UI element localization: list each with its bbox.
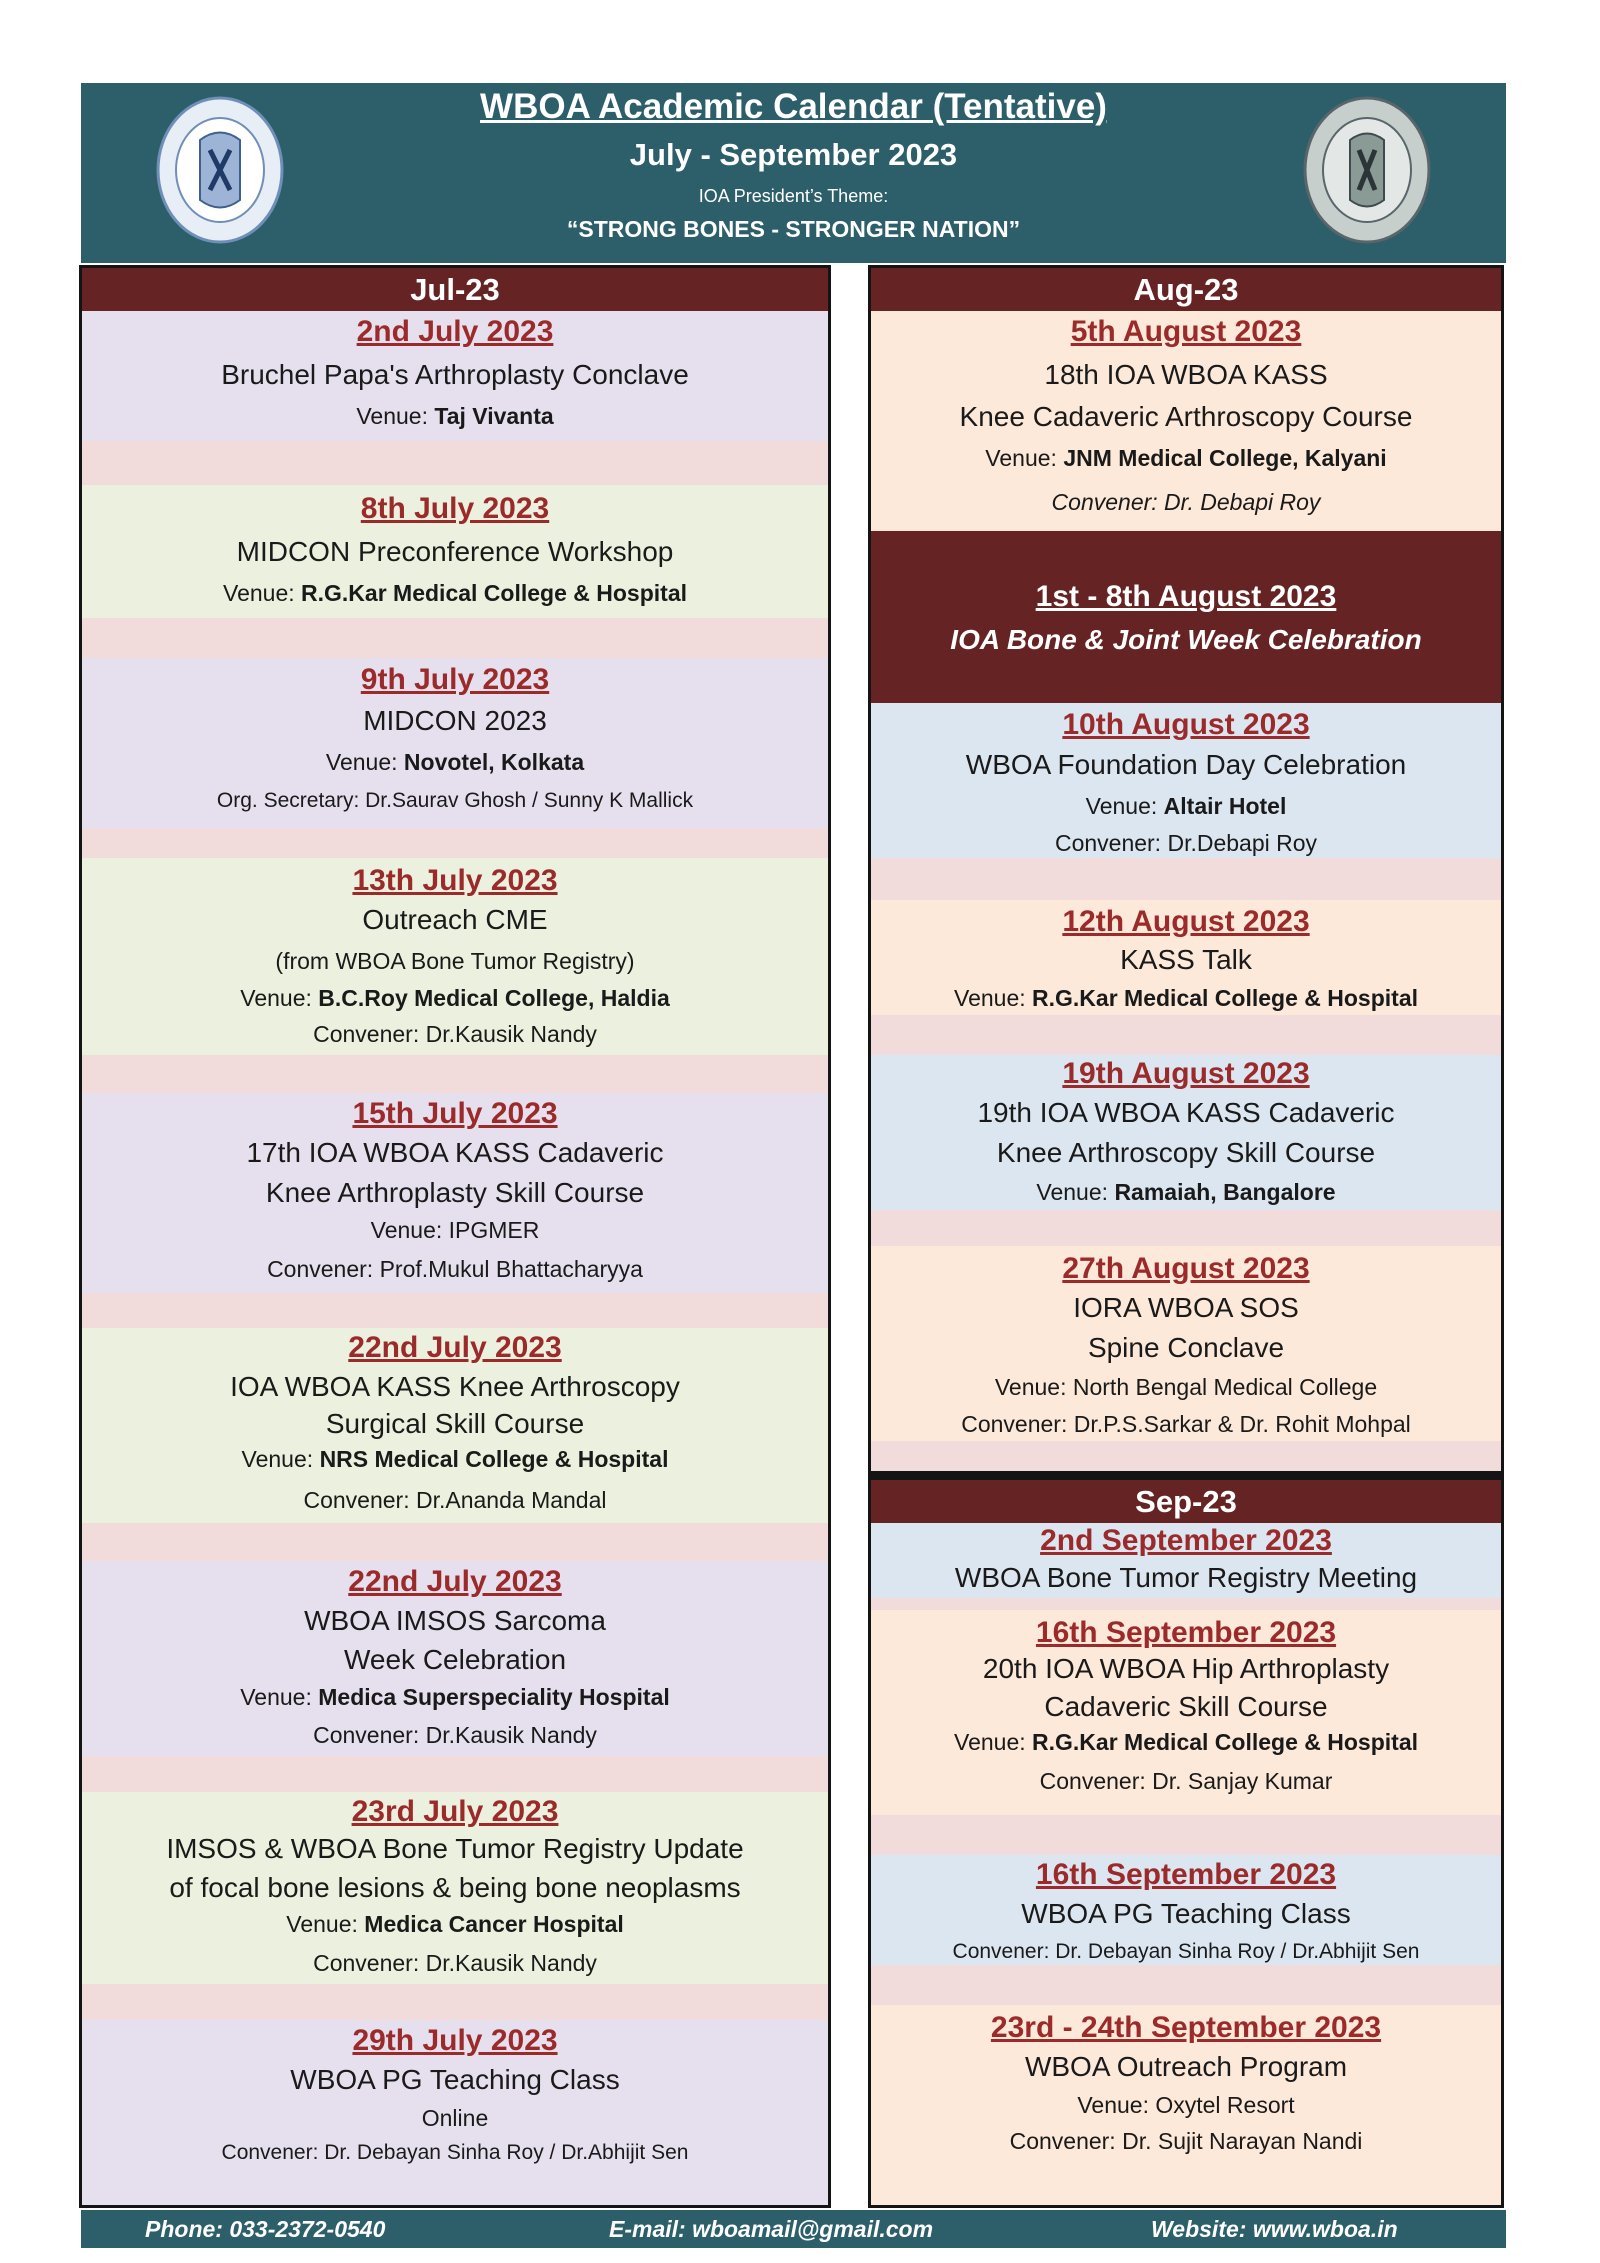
event-convener: Convener: Dr. Sujit Narayan Nandi <box>1009 2128 1363 2154</box>
event-title: WBOA PG Teaching Class <box>290 2064 620 2095</box>
event-date: 22nd July 2023 <box>348 1331 562 1364</box>
event-title: 20th IOA WBOA Hip Arthroplasty <box>982 1653 1390 1684</box>
event-title: IORA WBOA SOS <box>1073 1292 1299 1323</box>
event-title: KASS Talk <box>1120 944 1252 975</box>
event-date: 15th July 2023 <box>352 1097 558 1130</box>
event-date: 16th September 2023 <box>1035 1858 1337 1891</box>
event-title: MIDCON 2023 <box>363 705 547 736</box>
theme-label: IOA President’s Theme: <box>698 186 889 206</box>
event-date: 23rd July 2023 <box>351 1795 559 1828</box>
event-title: 19th IOA WBOA KASS Cadaveric <box>977 1097 1395 1128</box>
theme-text: “STRONG BONES - STRONGER NATION” <box>566 216 1021 242</box>
event-title: IOA Bone & Joint Week Celebration <box>950 624 1422 655</box>
event-note: (from WBOA Bone Tumor Registry) <box>275 948 635 974</box>
event-title-line2: Knee Arthroscopy Skill Course <box>996 1137 1376 1168</box>
event-convener: Convener: Dr.Ananda Mandal <box>303 1487 607 1513</box>
event-venue: Venue: Novotel, Kolkata <box>325 749 585 775</box>
event-date: 2nd July 2023 <box>356 315 554 348</box>
event-convener: Convener: Dr.Kausik Nandy <box>313 1021 597 1047</box>
event-date: 29th July 2023 <box>352 2024 558 2057</box>
event-venue: Venue: Medica Cancer Hospital <box>286 1911 624 1937</box>
event-title-line2: Knee Arthroplasty Skill Course <box>265 1177 645 1208</box>
event-convener: Convener: Dr. Debapi Roy <box>1051 489 1321 515</box>
event-title: IMSOS & WBOA Bone Tumor Registry Update <box>166 1833 744 1864</box>
event-date: 8th July 2023 <box>360 492 550 525</box>
event-venue: Venue: B.C.Roy Medical College, Haldia <box>240 985 670 1011</box>
event-convener: Convener: Dr.Kausik Nandy <box>313 1950 597 1976</box>
event-title: WBOA Bone Tumor Registry Meeting <box>954 1562 1418 1593</box>
event-venue: Venue: Medica Superspeciality Hospital <box>240 1684 670 1710</box>
event-date: 19th August 2023 <box>1062 1057 1310 1090</box>
event-title-line2: Surgical Skill Course <box>325 1408 585 1439</box>
event-org-secretary: Org. Secretary: Dr.Saurav Ghosh / Sunny K Mallick <box>216 789 694 812</box>
month-header-aug: Aug-23 <box>871 268 1501 311</box>
event-convener: Convener: Dr.Debapi Roy <box>1054 830 1318 856</box>
event-date: 13th July 2023 <box>352 864 558 897</box>
event-title: 17th IOA WBOA KASS Cadaveric <box>246 1137 664 1168</box>
event-date: 22nd July 2023 <box>348 1565 562 1598</box>
event-title: Bruchel Papa's Arthroplasty Conclave <box>221 359 689 390</box>
event-title: MIDCON Preconference Workshop <box>236 536 674 567</box>
event-date: 12th August 2023 <box>1062 905 1310 938</box>
event-date: 23rd - 24th September 2023 <box>990 2011 1382 2044</box>
page-title: WBOA Academic Calendar (Tentative) <box>480 87 1107 126</box>
event-title-line2: of focal bone lesions & being bone neoplasms <box>169 1872 741 1903</box>
month-header-jul: Jul-23 <box>82 268 828 311</box>
event-venue: Venue: R.G.Kar Medical College & Hospital <box>954 985 1418 1011</box>
event-venue: Venue: NRS Medical College & Hospital <box>241 1446 669 1472</box>
event-title: WBOA Outreach Program <box>1024 2051 1348 2082</box>
event-title: WBOA Foundation Day Celebration <box>965 749 1407 780</box>
event-title: WBOA IMSOS Sarcoma <box>304 1605 606 1636</box>
event-date: 5th August 2023 <box>1070 315 1302 348</box>
month-header-sep: Sep-23 <box>871 1480 1501 1523</box>
event-title-line2: Week Celebration <box>343 1644 567 1675</box>
july-column <box>79 265 831 2208</box>
footer-phone: Phone: 033-2372-0540 <box>145 2216 386 2242</box>
footer-website[interactable]: Website: www.wboa.in <box>1151 2216 1398 2242</box>
event-convener: Convener: Dr. Sanjay Kumar <box>1039 1768 1333 1794</box>
event-note: Online <box>421 2105 489 2131</box>
event-title: IOA WBOA KASS Knee Arthroscopy <box>230 1371 680 1402</box>
event-convener: Convener: Dr.P.S.Sarkar & Dr. Rohit Mohpal <box>961 1411 1411 1437</box>
header-banner <box>81 83 1506 263</box>
event-venue: Venue: Oxytel Resort <box>1077 2092 1295 2118</box>
event-convener: Convener: Dr. Debayan Sinha Roy / Dr.Abhijit Sen <box>952 1940 1420 1963</box>
event-title: Outreach CME <box>362 904 548 935</box>
event-convener: Convener: Dr. Debayan Sinha Roy / Dr.Abhijit Sen <box>221 2141 689 2164</box>
event-date: 2nd September 2023 <box>1040 1524 1332 1557</box>
event-date: 16th September 2023 <box>1035 1616 1337 1649</box>
event-convener: Convener: Dr.Kausik Nandy <box>313 1722 597 1748</box>
event-venue: Venue: Ramaiah, Bangalore <box>1036 1179 1336 1205</box>
event-venue: Venue: R.G.Kar Medical College & Hospital <box>223 580 687 606</box>
event-convener: Convener: Prof.Mukul Bhattacharyya <box>267 1256 643 1282</box>
event-title-line2: Cadaveric Skill Course <box>1044 1691 1328 1722</box>
page-subtitle: July - September 2023 <box>629 137 958 172</box>
event-venue: Venue: North Bengal Medical College <box>994 1374 1378 1400</box>
footer-email[interactable]: E-mail: wboamail@gmail.com <box>609 2216 934 2242</box>
event-title-line2: Knee Cadaveric Arthroscopy Course <box>959 401 1413 432</box>
event-date: 27th August 2023 <box>1062 1252 1310 1285</box>
event-title: WBOA PG Teaching Class <box>1021 1898 1351 1929</box>
footer-bar <box>81 2210 1506 2248</box>
event-date: 1st - 8th August 2023 <box>1035 580 1337 613</box>
event-date: 10th August 2023 <box>1062 708 1310 741</box>
event-venue: Venue: Altair Hotel <box>1085 793 1287 819</box>
aug-sep-column <box>868 265 1504 2208</box>
event-venue: Venue: JNM Medical College, Kalyani <box>985 445 1387 471</box>
event-date: 9th July 2023 <box>360 663 550 696</box>
event-venue: Venue: Taj Vivanta <box>356 403 554 429</box>
event-title-line2: Spine Conclave <box>1087 1332 1285 1363</box>
event-venue: Venue: IPGMER <box>370 1217 540 1243</box>
event-venue: Venue: R.G.Kar Medical College & Hospital <box>954 1729 1418 1755</box>
event-title: 18th IOA WBOA KASS <box>1044 359 1328 390</box>
